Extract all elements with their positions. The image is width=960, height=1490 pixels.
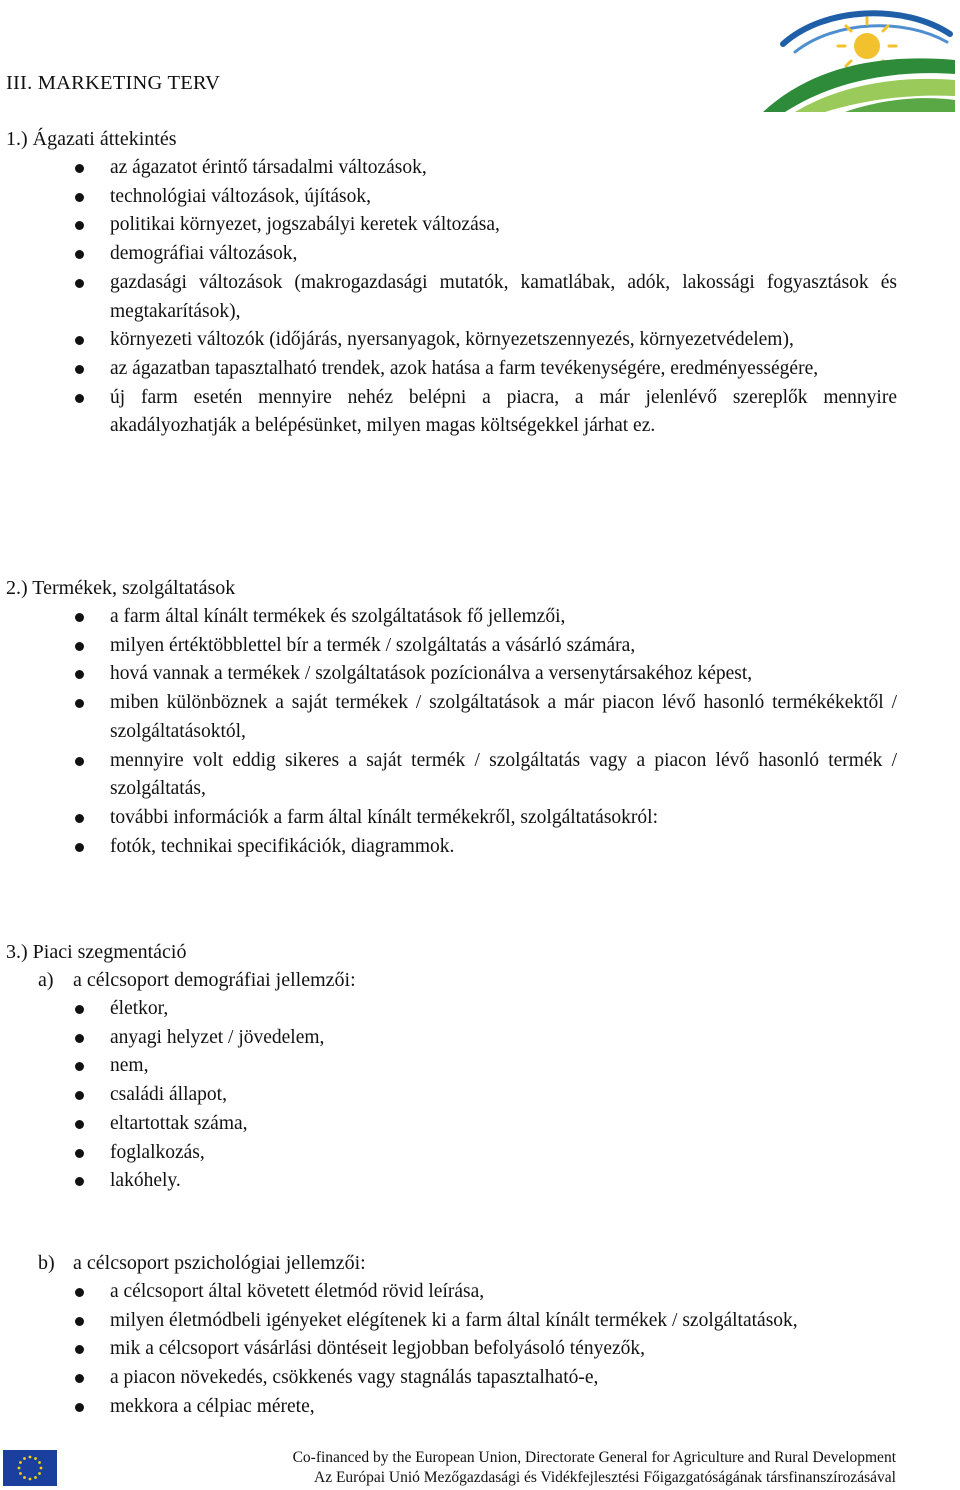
sub-letter: b) [38,1252,55,1274]
eu-star-icon [40,1467,43,1470]
section-heading-3: 3.) Piaci szegmentáció [6,941,187,963]
footer-cofinanced-hu: Az Európai Unió Mezőgazdasági és Vidékfejlesztési Főigazgatóságának társfinanszírozásával [314,1469,896,1486]
footer-cofinanced-en: Co-financed by the European Union, Directorate General for Agriculture and Rural Development [292,1449,896,1466]
sub-heading-a [38,969,356,992]
eu-star-icon [19,1472,22,1475]
list-item: lakóhely. [110,1167,897,1196]
sub-heading-text: a célcsoport demográfiai jellemzői: [73,969,356,991]
list-item: további információk a farm által kínált termékekről, szolgáltatásokról: [110,804,897,833]
sun-icon [838,18,896,66]
list-item: foglalkozás, [110,1139,897,1168]
eu-star-icon [38,1461,41,1464]
fields-icon [763,58,955,112]
eu-star-icon [23,1457,26,1460]
sub-heading-text: a célcsoport pszichológiai jellemzői: [73,1252,366,1274]
footer [0,1444,960,1490]
list-item: eltartottak száma, [110,1110,897,1139]
list-item: a piacon növekedés, csökkenés vagy stagnálás tapasztalható-e, [110,1364,897,1393]
list-item: a célcsoport által követett életmód rövid leírása, [110,1278,897,1307]
eu-star-icon [29,1478,32,1481]
section-3a-list [110,995,897,1196]
list-item: a farm által kínált termékek és szolgáltatások fő jellemzői, [110,603,897,632]
list-item: új farm esetén mennyire nehéz belépni a piacra, a már jelenlévő szereplők mennyire akadályozhatják a belépésünket, milyen magas költségekkel járhat ez. [110,384,897,441]
list-item: milyen értéktöbblettel bír a termék / szolgáltatás a vásárló számára, [110,632,897,661]
list-item: családi állapot, [110,1081,897,1110]
list-item: technológiai változások, újítások, [110,183,897,212]
section-heading-1: 1.) Ágazati áttekintés [6,128,177,150]
eu-star-icon [38,1472,41,1475]
list-item: hová vannak a termékek / szolgáltatások pozícionálva a versenytársakéhoz képest, [110,660,897,689]
list-item: milyen életmódbeli igényeket elégítenek ki a farm által kínált termékek / szolgáltatások, [110,1307,897,1336]
list-item: környezeti változók (időjárás, nyersanyagok, környezetszennyezés, környezetvédelem), [110,326,897,355]
list-item: életkor, [110,995,897,1024]
eu-star-icon [18,1467,21,1470]
list-item: mekkora a célpiac mérete, [110,1393,897,1422]
eu-star-icon [29,1456,32,1459]
section-2-list [110,603,897,861]
sub-heading-b [38,1252,366,1275]
list-item: az ágazatban tapasztalható trendek, azok hatása a farm tevékenységére, eredményességére, [110,355,897,384]
list-item: gazdasági változások (makrogazdasági mutatók, kamatlábak, adók, lakossági fogyasztások és megtakarítások), [110,269,897,326]
list-item: demográfiai változások, [110,240,897,269]
list-item: mennyire volt eddig sikeres a saját termék / szolgáltatás vagy a piacon lévő hasonló termék / szolgáltatás, [110,747,897,804]
sun-over-fields-logo [755,4,960,114]
eu-star-icon [34,1457,37,1460]
section-1-list [110,154,897,441]
eu-star-icon [19,1461,22,1464]
list-item: miben különböznek a saját termékek / szolgáltatások a már piacon lévő hasonló termékékektől / szolgáltatásoktól, [110,689,897,746]
list-item: az ágazatot érintő társadalmi változások, [110,154,897,183]
section-heading-2: 2.) Termékek, szolgáltatások [6,577,236,599]
list-item: fotók, technikai specifikációk, diagrammok. [110,833,897,862]
eu-flag-icon [3,1450,57,1486]
section-3b-list [110,1278,897,1422]
list-item: anyagi helyzet / jövedelem, [110,1024,897,1053]
eu-star-icon [34,1476,37,1479]
sub-letter: a) [38,969,54,991]
list-item: politikai környezet, jogszabályi keretek változása, [110,211,897,240]
eu-star-icon [23,1476,26,1479]
page-title: III. MARKETING TERV [6,72,221,94]
list-item: nem, [110,1052,897,1081]
list-item: mik a célcsoport vásárlási döntéseit legjobban befolyásoló tényezők, [110,1335,897,1364]
